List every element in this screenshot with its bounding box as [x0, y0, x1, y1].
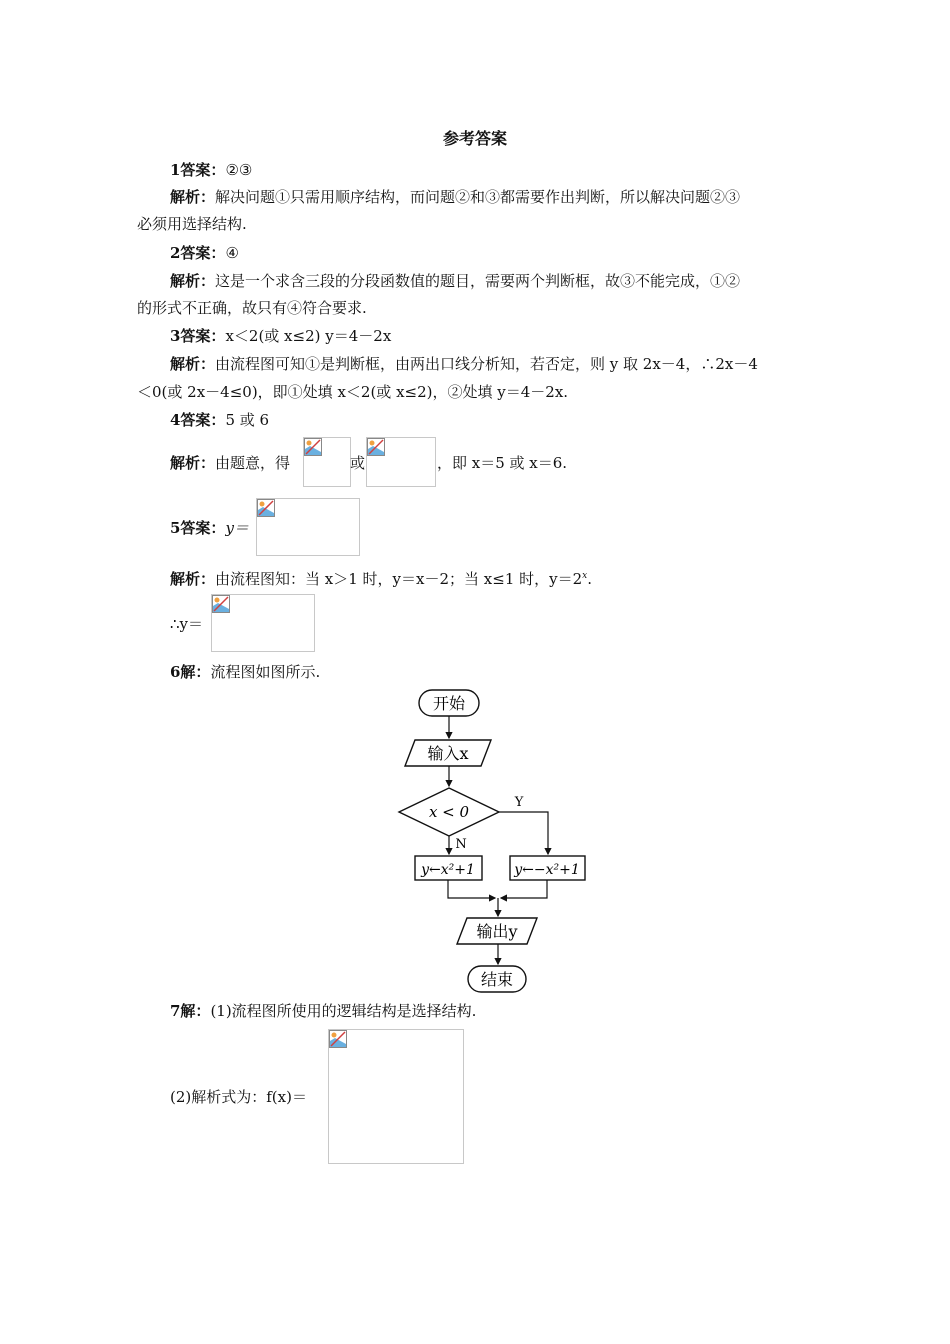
q3-explanation [170, 354, 758, 374]
broken-image-icon [212, 595, 230, 613]
q4-explanation-text-c: ，即 x＝5 或 x＝6. [437, 454, 568, 472]
q3-explanation-label: 解析： [170, 355, 216, 373]
broken-image-icon [367, 438, 385, 456]
q5-answer-text: y＝ [225, 519, 249, 537]
q4-explanation-text-a: 由题意，得 [215, 454, 291, 472]
q4-explanation-or: 或 [350, 454, 366, 472]
q4-formula-image-1 [303, 437, 351, 487]
q1-answer-label: 1答案： [170, 161, 226, 179]
q5-explanation [170, 566, 592, 589]
flowchart [395, 686, 595, 996]
q5-answer [170, 518, 249, 538]
q1-answer [170, 160, 252, 180]
q7-formula-image [328, 1029, 464, 1164]
q4-formula-image-2 [366, 437, 436, 487]
flowchart-output-label: 输出y [476, 922, 518, 941]
flowchart-start-label: 开始 [432, 694, 466, 713]
q1-explanation [170, 187, 740, 207]
q7-text-2: (2)解析式为：f(x)＝ [170, 1088, 307, 1106]
flowchart-merge-left [448, 880, 495, 898]
flowchart-decision-label: x < 0 [428, 803, 470, 821]
q5-answer-label: 5答案： [170, 519, 226, 537]
flowchart-yes-label: Y [514, 795, 524, 810]
broken-image-icon [257, 499, 275, 517]
q4-answer-label: 4答案： [170, 411, 226, 429]
broken-image-icon [304, 438, 322, 456]
q2-explanation-label: 解析： [170, 272, 216, 290]
q4-answer-text: 5 或 6 [225, 411, 270, 429]
page-title: 参考答案 [442, 129, 507, 148]
q7-solution [170, 1001, 476, 1021]
flowchart-merge-right [501, 880, 547, 898]
flowchart-input-label: 输入x [427, 744, 469, 763]
flowchart-end-label: 结束 [480, 970, 514, 989]
q4-answer [170, 410, 269, 430]
q1-answer-text: ②③ [225, 161, 253, 179]
flowchart-left-process-label: y←x²+1 [421, 862, 475, 878]
q2-answer [170, 243, 239, 263]
q6-text: 流程图如图所示. [210, 663, 321, 681]
q5-therefore: ∴y＝ [170, 615, 204, 633]
q2-explanation [170, 271, 740, 291]
q2-explanation-cont: 的形式不正确，故只有④符合要求. [137, 299, 367, 317]
q1-explanation-text: 解决问题①只需用顺序结构，而问题②和③都需要作出判断，所以解决问题②③ [215, 188, 741, 206]
q7-label: 7解： [170, 1002, 211, 1020]
q6-label: 6解： [170, 663, 211, 681]
q5-therefore-formula-image [211, 594, 315, 652]
q3-answer-text: x＜2(或 x≤2) y＝4－2x [225, 327, 392, 345]
q5-answer-formula-image [256, 498, 360, 556]
q5-explanation-text: 由流程图知：当 x＞1 时，y＝x－2；当 x≤1 时，y＝2 [215, 570, 583, 588]
q6-solution [170, 662, 320, 682]
flowchart-no-label: N [455, 837, 467, 852]
q4-explanation-label: 解析： [170, 454, 216, 472]
q2-answer-label: 2答案： [170, 244, 226, 262]
q1-explanation-cont: 必须用选择结构. [137, 215, 247, 233]
q2-answer-text: ④ [225, 244, 239, 262]
q2-explanation-text: 这是一个求含三段的分段函数值的题目，需要两个判断框，故③不能完成，①② [215, 272, 741, 290]
q7-text-1: (1)流程图所使用的逻辑结构是选择结构. [210, 1002, 477, 1020]
q3-answer [170, 326, 391, 346]
flowchart-right-process-label: y←−x²+1 [514, 862, 580, 878]
q5-explanation-end: . [587, 570, 593, 588]
q5-explanation-sup: x [582, 571, 588, 581]
broken-image-icon [329, 1030, 347, 1048]
q3-answer-label: 3答案： [170, 327, 226, 345]
q3-explanation-cont: ＜0(或 2x－4≤0)，即①处填 x＜2(或 x≤2)，②处填 y＝4－2x. [137, 383, 569, 401]
q1-explanation-label: 解析： [170, 188, 216, 206]
q3-explanation-text: 由流程图可知①是判断框，由两出口线分析知，若否定，则 y 取 2x－4，∴2x－4 [215, 355, 758, 373]
q4-explanation [170, 453, 290, 473]
flowchart-arrow-yes [499, 812, 548, 854]
q5-explanation-label: 解析： [170, 570, 216, 588]
